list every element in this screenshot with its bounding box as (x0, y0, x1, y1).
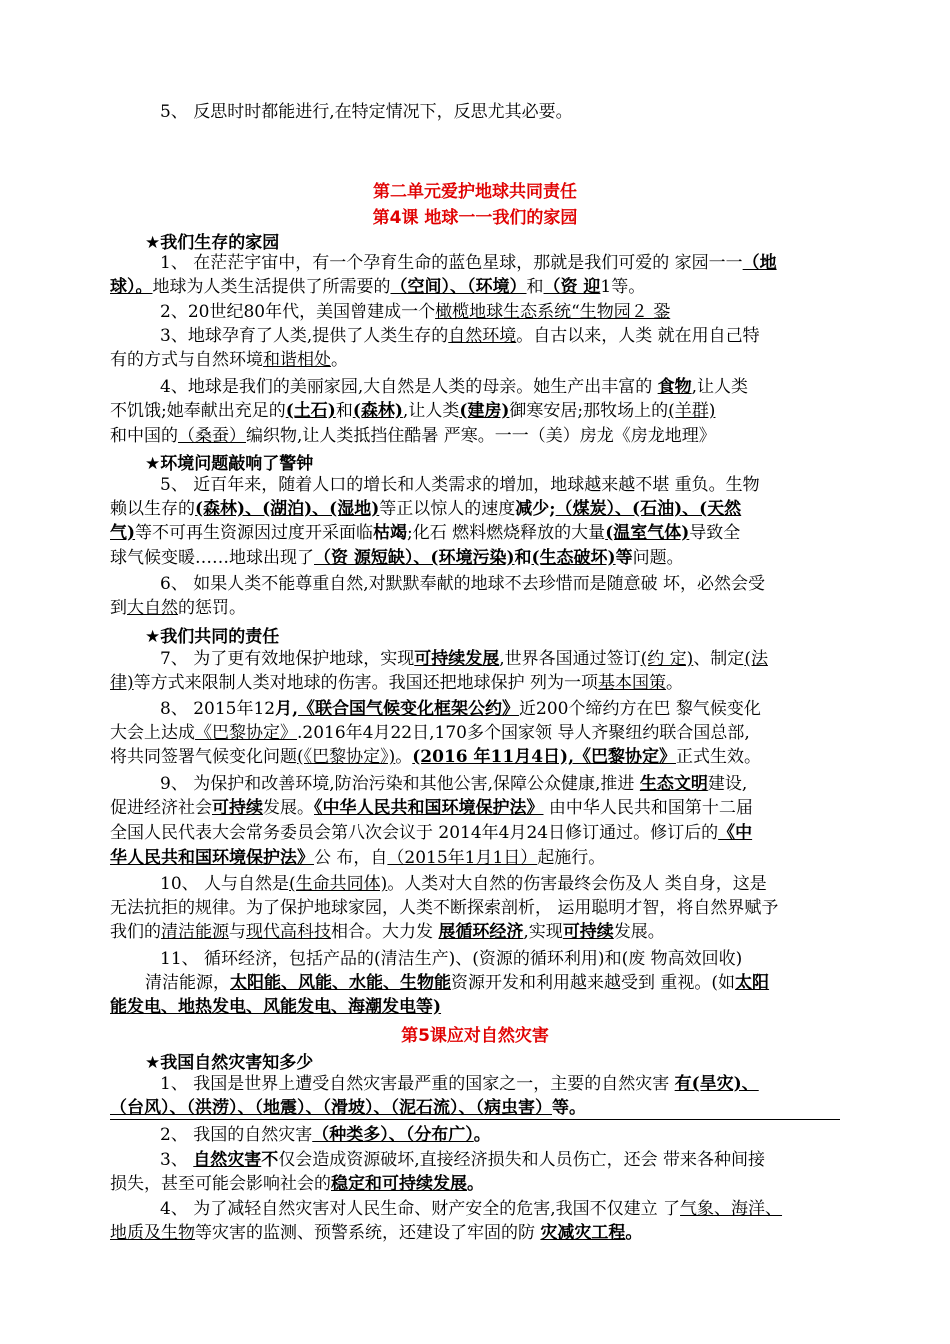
paragraph-line: 到大自然的惩罚。 (110, 598, 246, 618)
paragraph-line: 损失，甚至可能会影响社会的稳定和可持续发展。 (110, 1174, 484, 1194)
paragraph-line: 3、 自然灾害不仅会造成资源破坏,直接经济损失和人员伤亡，还会 带来各种间接 (160, 1150, 766, 1170)
paragraph-line: 4、地球是我们的美丽家园,大自然是人类的母亲。她生产出丰富的 食物,让人类 (160, 377, 749, 397)
paragraph-line: （台风）、（洪涝）、（地震）、（滑坡）、（泥石流）、（病虫害）等。 (110, 1098, 586, 1118)
section-heading: ★我们生存的家园 (145, 233, 280, 253)
paragraph-line: 有的方式与自然环境和谐相处。 (110, 350, 348, 370)
paragraph-line: 和中国的（桑蚕）编织物,让人类抵挡住酷暑 严寒。一一（美）房龙《房龙地理》 (110, 426, 716, 446)
paragraph-line: 3、地球孕育了人类,提供了人类生存的自然环境。自古以来，人类 就在用自己特 (160, 326, 760, 346)
paragraph-line: 2、20世纪80年代，美国曾建成一个橄榄地球生态系统“生物园２ 銎 (160, 302, 671, 322)
paragraph-line: 球）。地球为人类生活提供了所需要的（空间）、（环境）和（资 迎1等。 (110, 277, 646, 297)
paragraph-line: 6、 如果人类不能尊重自然,对默默奉献的地球不去珍惜而是随意破 坏，必然会受 (160, 574, 766, 594)
paragraph-line: 2、 我国的自然灾害（种类多）、（分布广）。 (160, 1125, 491, 1145)
lesson4-title: 第4课 地球一一我们的家园 (372, 208, 578, 228)
section-heading: ★我们共同的责任 (145, 627, 280, 647)
intro-line: 5、 反思时时都能进行,在特定情况下，反思尤其必要。 (160, 102, 573, 122)
paragraph-line: 地质及生物等灾害的监测、预警系统，还建设了牢固的防 灾减灾工程。 (110, 1223, 643, 1243)
paragraph-line: 10、 人与自然是(生命共同体)。人类对大自然的伤害最终会伤及人 类自身，这是 (160, 874, 767, 894)
paragraph-line: 不饥饿;她奉献出充足的(土石)和(森林),让人类(建房)御寒安居;那牧场上的(羊群) (110, 401, 716, 421)
paragraph-line: 律)等方式来限制人类对地球的伤害。我国还把地球保护 列为一项基本国策。 (110, 673, 684, 693)
paragraph-line: 全国人民代表大会常务委员会第八次会议于 2014年4月24日修订通过。修订后的《中 (110, 823, 753, 843)
divider-rule (110, 1119, 840, 1120)
paragraph-line: 大会上达成《巴黎协定》.2016年4月22日,170多个国家领 导人齐聚纽约联合国总部, (110, 723, 750, 743)
section-heading: ★我国自然灾害知多少 (145, 1053, 314, 1073)
unit-title: 第二单元爱护地球共同责任 (373, 182, 577, 202)
paragraph-line: 将共同签署气候变化问题(《巴黎协定》)。(2016 年11月4日),《巴黎协定》正式生效。 (110, 747, 761, 767)
lesson5-title: 第5课应对自然灾害 (401, 1026, 549, 1046)
paragraph-line: 1、 在茫茫宇宙中，有一个孕育生命的蓝色星球，那就是我们可爱的 家园一一（地 (160, 253, 777, 273)
paragraph-line: 促进经济社会可持续发展。《中华人民共和国环境保护法》 由中华人民共和国第十二届 (110, 798, 753, 818)
paragraph-line: 9、 为保护和改善环境,防治污染和其他公害,保障公众健康,推进 生态文明建设, (160, 774, 748, 794)
paragraph-line: 1、 我国是世界上遭受自然灾害最严重的国家之一，主要的自然灾害 有(旱灾)、 (160, 1074, 759, 1094)
paragraph-line: 华人民共和国环境保护法》公 布，自（2015年1月1日）起施行。 (110, 848, 606, 868)
paragraph-line: 清洁能源，太阳能、风能、水能、生物能资源开发和利用越来越受到 重视。(如太阳 (145, 973, 770, 993)
paragraph-line: 8、 2015年12月,《联合国气候变化框架公约》近200个缔约方在巴 黎气候变化 (160, 699, 761, 719)
paragraph-line: 11、 循环经济，包括产品的(清洁生产)、(资源的循环利用)和(废 物高效回收) (160, 949, 743, 969)
paragraph-line: 赖以生存的(森林)、(湖泊)、(湿地)等正以惊人的速度减少;（煤炭）、(石油)、(天然 (110, 499, 742, 519)
paragraph-line: 能发电、地热发电、风能发电、海潮发电等) (110, 997, 442, 1017)
section-heading: ★环境问题敲响了警钟 (145, 454, 314, 474)
paragraph-line: 4、 为了减轻自然灾害对人民生命、财产安全的危害,我国不仅建立 了气象、海洋、 (160, 1199, 783, 1219)
paragraph-line: 5、 近百年来，随着人口的增长和人类需求的增加，地球越来越不堪 重负。生物 (160, 475, 760, 495)
paragraph-line: 我们的清洁能源与现代高科技相合。大力发 展循环经济,实现可持续发展。 (110, 922, 665, 942)
paragraph-line: 7、 为了更有效地保护地球，实现可持续发展,世界各国通过签订(约 定)、制定(法 (160, 649, 768, 669)
paragraph-line: 气)等不可再生资源因过度开采面临枯竭;化石 燃料燃烧释放的大量(温室气体)导致全 (110, 523, 741, 543)
paragraph-line: 无法抗拒的规律。为了保护地球家园，人类不断探索剖析， 运用聪明才智，将自然界赋予 (110, 898, 779, 918)
paragraph-line: 球气候变暖……地球出现了（资 源短缺）、(环境污染)和(生态破坏)等问题。 (110, 548, 684, 568)
